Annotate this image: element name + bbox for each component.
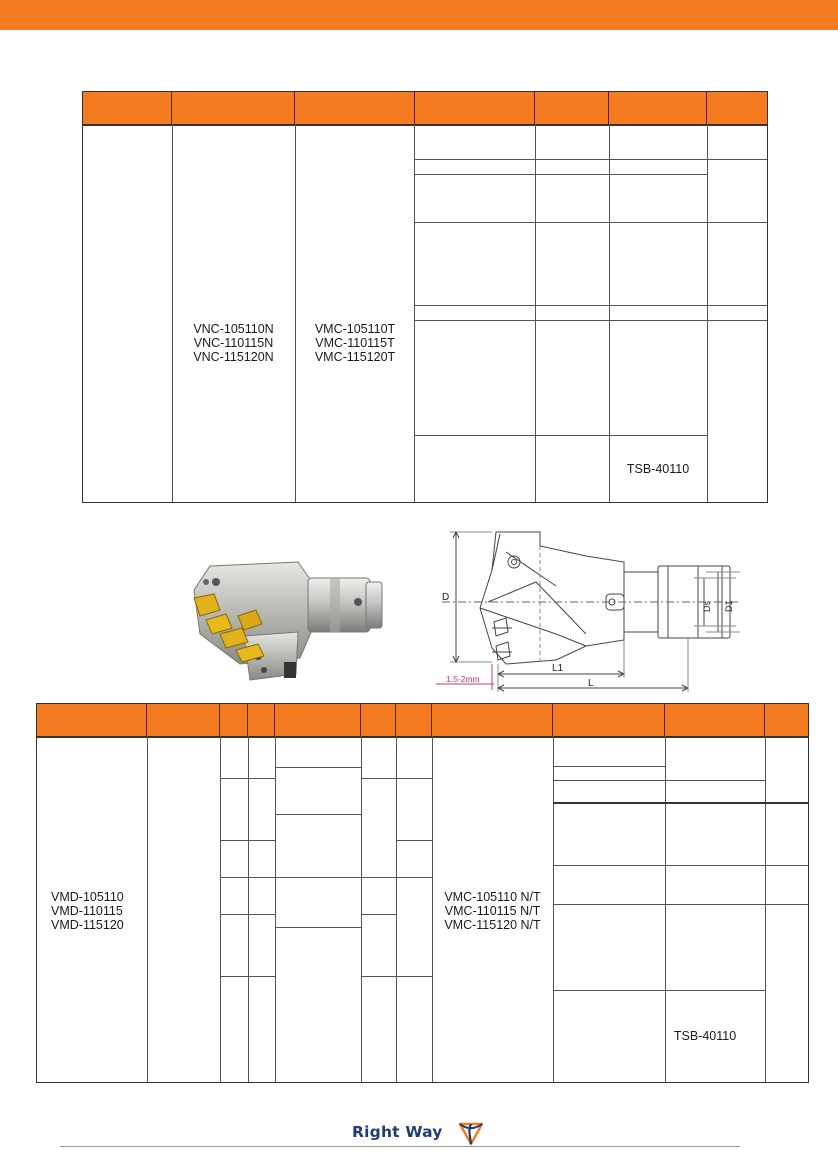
table2-row-divider [553, 780, 765, 781]
table2-header-cell [37, 704, 147, 736]
table1-insert-t-codes: VMC-105110T VMC-110115T VMC-115120T [314, 322, 396, 364]
table2-header-cell [147, 704, 220, 736]
table2-row-divider [361, 976, 396, 977]
table1-header-cell [609, 92, 707, 124]
table2-row-divider [553, 904, 808, 905]
table2-row-divider [553, 802, 808, 804]
table1-header-cell [295, 92, 415, 124]
dim-l-label: L [588, 678, 594, 689]
table2-row-divider [361, 877, 396, 878]
table2-row-divider [396, 877, 432, 878]
table1-header-cell [172, 92, 295, 124]
brand-emblem-icon [456, 1120, 486, 1146]
table1-col-divider [295, 124, 296, 502]
table2-row-divider [275, 877, 361, 878]
table2-header-cell [220, 704, 248, 736]
table2-row-divider [275, 814, 361, 815]
table1-col-divider [535, 124, 536, 502]
table1-col-divider [414, 124, 415, 502]
table2-header-cell [396, 704, 432, 736]
table2-col-divider [248, 736, 249, 1082]
table2-col-divider [396, 736, 397, 1082]
table2-row-divider [220, 976, 275, 977]
table1-row-divider [414, 174, 707, 175]
table2-row-divider [220, 840, 275, 841]
footer-rule [60, 1146, 740, 1147]
table1-header-cell [535, 92, 609, 124]
table2-col-divider [553, 736, 554, 1082]
table1-screw-code: TSB-40110 [626, 462, 690, 476]
table1-col-divider [707, 124, 708, 502]
table1-row-divider [414, 320, 767, 321]
table2-header-cell [432, 704, 553, 736]
brand-name: Right Way [352, 1123, 443, 1141]
table2-col-divider [147, 736, 148, 1082]
table2-header-cell [765, 704, 808, 736]
table2-header-cell [553, 704, 665, 736]
dim-ds-label: Ds [702, 601, 712, 612]
table1-header-cell [83, 92, 172, 124]
table2-row-divider [361, 914, 396, 915]
table1-row-divider [414, 159, 767, 160]
table2-row-divider [275, 927, 361, 928]
table2-row-divider [553, 865, 808, 866]
table1-col-divider [172, 124, 173, 502]
table2-header-cell [361, 704, 396, 736]
table2-holder-codes: VMD-105110 VMD-110115 VMD-115120 [51, 890, 124, 932]
table1-col-divider [609, 124, 610, 502]
table1-header-cell [415, 92, 535, 124]
table2-col-divider [361, 736, 362, 1082]
table2-header-cell [275, 704, 361, 736]
table2-row-divider [361, 778, 396, 779]
table2-row-divider [275, 767, 361, 768]
table2-row-divider [220, 914, 275, 915]
table2-screw-code: TSB-40110 [673, 1029, 737, 1043]
top-accent-bar [0, 0, 838, 30]
dim-gap-label: 1.5-2mm [446, 674, 480, 684]
drill-photo [180, 538, 400, 688]
table2-row-divider [553, 990, 765, 991]
table1-row-divider [414, 305, 767, 306]
table2-insert-codes: VMC-105110 N/T VMC-110115 N/T VMC-115120 N/T [444, 890, 541, 932]
holder-spec-table-frame [36, 703, 809, 1083]
drill-technical-drawing [436, 522, 748, 694]
table2-header-divider [37, 736, 808, 738]
table1-header-cell [707, 92, 767, 124]
table2-col-divider [220, 736, 221, 1082]
table2-col-divider [275, 736, 276, 1082]
table2-col-divider [765, 736, 766, 1082]
table2-row-divider [220, 877, 275, 878]
table2-row-divider [396, 976, 432, 977]
table1-row-divider [414, 222, 767, 223]
dim-d-label: D [442, 592, 450, 603]
insert-spec-table-frame [82, 91, 768, 503]
dim-d1-label: D1 [724, 600, 734, 612]
dim-l1-label: L1 [552, 663, 564, 674]
table2-header-cell [248, 704, 275, 736]
table2-header-cell [665, 704, 765, 736]
table2-row-divider [220, 778, 275, 779]
table1-header-divider [83, 124, 767, 126]
table1-insert-n-codes: VNC-105110N VNC-110115N VNC-115120N [193, 322, 274, 364]
table1-row-divider [414, 435, 707, 436]
table2-row-divider [396, 840, 432, 841]
table2-row-divider [553, 766, 665, 767]
table2-row-divider [396, 778, 432, 779]
